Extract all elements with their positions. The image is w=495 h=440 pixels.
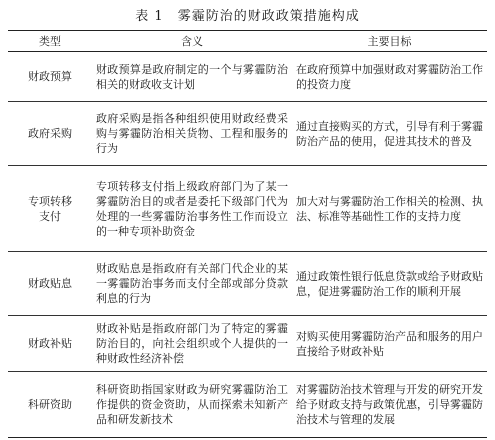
row-meaning: 专项转移支付指上级政府部门为了某一雾霾防治目的或者是委托下级部门代为处理的一些雾霾防治事务性工作而设立的一种专项补助资金	[96, 179, 288, 238]
table-row	[8, 102, 487, 166]
policy-table	[8, 30, 487, 438]
table-row	[8, 166, 487, 252]
row-goal: 在政府预算中加强财政对雾霾防治工作的投资力度	[296, 62, 483, 91]
row-type: 科研资助	[28, 398, 72, 411]
row-goal: 通过政策性银行低息贷款或给予财政贴息，促进雾霾防治工作的顺利开展	[296, 269, 483, 298]
row-meaning: 财政贴息是指政府有关部门代企业的某一雾霾防治事务而支付全部或部分贷款利息的行为	[96, 262, 288, 305]
row-meaning: 财政预算是政府制定的一个与雾霾防治相关的财政收支计划	[96, 62, 288, 91]
table-row	[8, 372, 487, 438]
row-goal: 对雾霾防治技术管理与开发的研究开发给予财政支持与政策优惠，引导雾霾防治技术与管理的发展	[296, 383, 483, 426]
row-goal: 对购买使用雾霾防治产品和服务的用户直接给予财政补贴	[296, 329, 483, 358]
header-goal: 主要目标	[367, 35, 412, 48]
row-type: 财政贴息	[28, 277, 72, 290]
table-row	[8, 252, 487, 316]
row-type	[8, 166, 92, 252]
row-type-label: 专项转移支付	[28, 194, 72, 223]
table-title: 雾霾防治的财政政策措施构成	[177, 9, 360, 24]
header-type: 类型	[39, 35, 61, 48]
table-number: 表 1	[135, 9, 164, 24]
row-type: 政府采购	[28, 127, 72, 140]
table-header-row	[8, 31, 487, 52]
table-row	[8, 52, 487, 102]
row-goal: 加大对与雾霾防治工作相关的检测、执法、标准等基础性工作的支持力度	[296, 194, 483, 223]
table-row	[8, 316, 487, 372]
row-meaning: 财政补贴是指政府部门为了特定的雾霾防治目的，向社会组织或个人提供的一种财政性经济补偿	[96, 322, 288, 365]
header-meaning: 含义	[181, 35, 203, 48]
row-type: 财政补贴	[28, 337, 72, 350]
row-meaning: 政府采购是指各种组织使用财政经费采购与雾霾防治相关货物、工程和服务的行为	[96, 112, 288, 155]
row-meaning: 科研资助指国家财政为研究雾霾防治工作提供的资金资助，从而探索未知新产品和研发新技术	[96, 383, 288, 426]
row-goal: 通过直接购买的方式，引导有利于雾霾防治产品的使用，促进其技术的普及	[296, 119, 483, 148]
row-type: 财政预算	[28, 70, 72, 83]
table-caption	[8, 4, 487, 30]
